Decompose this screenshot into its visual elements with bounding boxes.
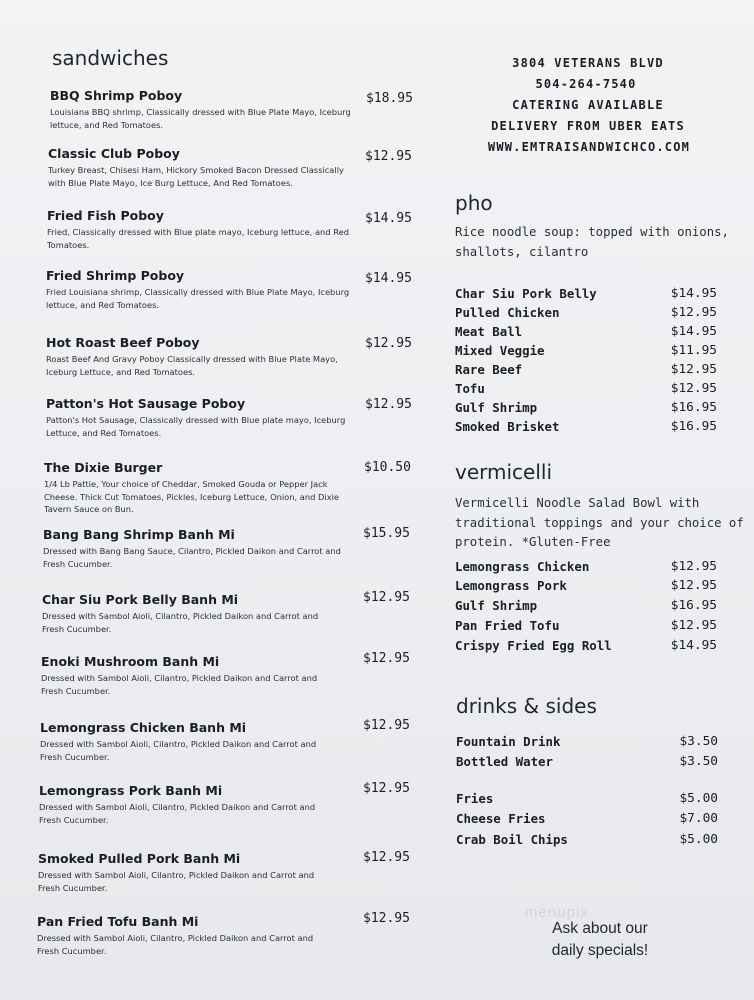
item-price: $14.95 <box>670 638 717 653</box>
address: 3804 VETERANS BLVD <box>512 56 664 70</box>
item-price: $16.95 <box>670 400 717 415</box>
item-price: $12.95 <box>363 911 410 926</box>
pho-title: pho <box>455 191 493 215</box>
menu-row <box>455 419 717 438</box>
menu-row <box>455 638 717 657</box>
item-price: $12.95 <box>670 305 717 320</box>
item-name: Char Siu Pork Belly <box>455 286 597 301</box>
menu-item <box>44 460 356 516</box>
item-price: $12.95 <box>670 578 717 593</box>
item-price: $5.00 <box>679 791 718 806</box>
watermark-logo: menupix <box>525 904 589 921</box>
item-price: $12.95 <box>670 618 717 633</box>
item-description: Roast Beef And Gravy Poboy Classically dressed with Blue Plate Mayo, Iceburg Lettuce, and Red Tomatoes. <box>46 354 338 377</box>
item-price: $12.95 <box>365 397 412 412</box>
item-description: Dressed with Sambol Aioli, Cilantro, Pickled Daikon and Carrot and Fresh Cucumber. <box>40 739 317 762</box>
item-description: Dressed with Sambol Aioli, Cilantro, Pickled Daikon and Carrot and Fresh Cucumber. <box>39 802 316 825</box>
menu-row <box>455 324 717 343</box>
item-name: Mixed Veggie <box>455 343 545 358</box>
item-name: Patton's Hot Sausage Poboy <box>46 396 246 411</box>
menu-item <box>47 208 357 251</box>
item-name: Enoki Mushroom Banh Mi <box>41 654 220 669</box>
menu-row <box>456 754 718 773</box>
item-description: Louisiana BBQ shrimp, Classically dressed with Blue Plate Mayo, Iceburg lettuce, and Red Tomatoes. <box>50 107 351 130</box>
menu-item <box>46 268 356 311</box>
item-name: Bang Bang Shrimp Banh Mi <box>43 527 235 542</box>
item-price: $14.95 <box>365 271 412 286</box>
item-description: Dressed with Sambol Aioli, Cilantro, Pickled Daikon and Carrot and Fresh Cucumber. <box>37 933 314 956</box>
menu-row <box>456 832 718 851</box>
item-description: Dressed with Sambol Aioli, Cilantro, Pickled Daikon and Carrot and Fresh Cucumber. <box>42 611 319 634</box>
specials-line: daily specials! <box>551 942 649 959</box>
item-price: $15.95 <box>363 526 410 541</box>
item-price: $12.95 <box>363 850 410 865</box>
item-name: Gulf Shrimp <box>455 400 538 415</box>
menu-row <box>455 400 717 419</box>
menu-item <box>50 88 360 131</box>
item-name: Crab Boil Chips <box>456 832 568 847</box>
item-price: $12.95 <box>363 651 410 666</box>
menu-row <box>455 598 717 617</box>
item-name: Rare Beef <box>455 362 523 377</box>
item-name: Pulled Chicken <box>455 305 560 320</box>
item-price: $14.95 <box>365 211 412 226</box>
item-name: Fried Fish Poboy <box>47 208 164 223</box>
item-description: Dressed with Sambol Aioli, Cilantro, Pickled Daikon and Carrot and Fresh Cucumber. <box>38 870 315 893</box>
item-price: $14.95 <box>670 286 717 301</box>
menu-item <box>48 146 358 189</box>
item-name: Fountain Drink <box>456 734 561 749</box>
menu-item <box>38 851 318 894</box>
item-name: BBQ Shrimp Poboy <box>50 88 183 103</box>
vermicelli-title: vermicelli <box>455 460 553 484</box>
menu-row <box>455 559 717 578</box>
item-name: Lemongrass Chicken <box>455 559 590 574</box>
menu-row <box>455 305 717 324</box>
item-price: $7.00 <box>679 811 718 826</box>
phone: 504-264-7540 <box>535 77 637 91</box>
menu-item <box>43 527 353 570</box>
menu-row <box>455 343 717 362</box>
item-description: Patton's Hot Sausage, Classically dressed with Blue plate mayo, Iceburg Lettuce, and Red Tomatoes. <box>46 415 346 438</box>
item-name: Bottled Water <box>456 754 553 769</box>
item-name: Cheese Fries <box>456 811 546 826</box>
item-name: Pan Fried Tofu <box>455 618 560 633</box>
item-price: $12.95 <box>670 362 717 377</box>
menu-item <box>37 914 317 957</box>
menu-item <box>42 592 322 635</box>
item-price: $18.95 <box>366 91 413 106</box>
menu-item <box>46 396 356 439</box>
item-name: Char Siu Pork Belly Banh Mi <box>42 592 239 607</box>
menu-row <box>456 734 718 753</box>
item-price: $3.50 <box>679 754 718 769</box>
item-name: The Dixie Burger <box>44 460 163 475</box>
item-name: Crispy Fried Egg Roll <box>455 638 612 653</box>
item-description: Dressed with Sambol Aioli, Cilantro, Pickled Daikon and Carrot and Fresh Cucumber. <box>41 673 318 696</box>
delivery-note: DELIVERY FROM UBER EATS <box>491 119 685 133</box>
website: WWW.EMTRAISANDWICHCO.COM <box>487 140 691 154</box>
item-name: Smoked Brisket <box>455 419 560 434</box>
drinks-sides-title: drinks & sides <box>456 694 597 718</box>
right-column <box>430 0 754 1000</box>
item-price: $10.50 <box>364 460 411 475</box>
menu-item <box>41 654 321 697</box>
item-name: Meat Ball <box>455 324 523 339</box>
item-name: Fried Shrimp Poboy <box>46 268 185 283</box>
menu-row <box>455 381 717 400</box>
menu-row <box>455 362 717 381</box>
item-price: $12.95 <box>363 590 410 605</box>
vermicelli-description: Vermicelli Noodle Salad Bowl with traditional toppings and your choice of protein. *Gluten-Free <box>455 496 744 549</box>
pho-description: Rice noodle soup: topped with onions, shallots, cilantro <box>455 225 729 259</box>
menu-row <box>456 791 718 810</box>
menu-row <box>456 811 718 830</box>
item-name: Pan Fried Tofu Banh Mi <box>37 914 199 929</box>
item-price: $16.95 <box>670 598 717 613</box>
menu-row <box>455 578 717 597</box>
item-price: $5.00 <box>679 832 718 847</box>
item-description: Turkey Breast, Chisesi Ham, Hickory Smoked Bacon Dressed Classically with Blue Plate Mayo, Ice Burg Lettuce, And Red Tomatoes. <box>48 165 344 188</box>
item-price: $12.95 <box>363 781 410 796</box>
item-price: $12.95 <box>670 559 717 574</box>
item-price: $3.50 <box>679 734 718 749</box>
item-name: Lemongrass Pork <box>455 578 567 593</box>
item-description: Dressed with Bang Bang Sauce, Cilantro, Pickled Daikon and Carrot and Fresh Cucumber. <box>43 546 341 569</box>
menu-row <box>455 618 717 637</box>
item-price: $12.95 <box>363 718 410 733</box>
item-name: Hot Roast Beef Poboy <box>46 335 200 350</box>
item-name: Fries <box>456 791 494 806</box>
menu-item <box>39 783 319 826</box>
item-name: Tofu <box>455 381 485 396</box>
item-description: 1/4 Lb Pattie, Your choice of Cheddar, Smoked Gouda or Pepper Jack Cheese. Thick Cut Tomatoes, Pickles, Iceburg Lettuce, Onion, and Dixie Tavern Sauce on Bun. <box>44 479 340 514</box>
item-price: $16.95 <box>670 419 717 434</box>
item-price: $12.95 <box>365 336 412 351</box>
item-name: Gulf Shrimp <box>455 598 538 613</box>
item-description: Fried, Classically dressed with Blue plate mayo, Iceburg lettuce, and Red Tomatoes. <box>47 227 349 250</box>
menu-row <box>455 286 717 305</box>
item-name: Smoked Pulled Pork Banh Mi <box>38 851 241 866</box>
item-description: Fried Louisiana shrimp, Classically dressed with Blue Plate Mayo, Iceburg lettuce, and Red Tomatoes. <box>46 287 350 310</box>
item-price: $12.95 <box>365 149 412 164</box>
item-name: Lemongrass Pork Banh Mi <box>39 783 223 798</box>
catering-note: CATERING AVAILABLE <box>512 98 664 112</box>
sandwiches-title: sandwiches <box>52 46 169 70</box>
item-price: $14.95 <box>670 324 717 339</box>
item-name: Classic Club Poboy <box>48 146 180 161</box>
specials-line: Ask about our <box>552 920 648 937</box>
specials-note <box>530 918 670 962</box>
menu-item <box>40 720 320 763</box>
menu-item <box>46 335 356 378</box>
item-price: $12.95 <box>670 381 717 396</box>
item-name: Lemongrass Chicken Banh Mi <box>40 720 247 735</box>
item-price: $11.95 <box>670 343 717 358</box>
